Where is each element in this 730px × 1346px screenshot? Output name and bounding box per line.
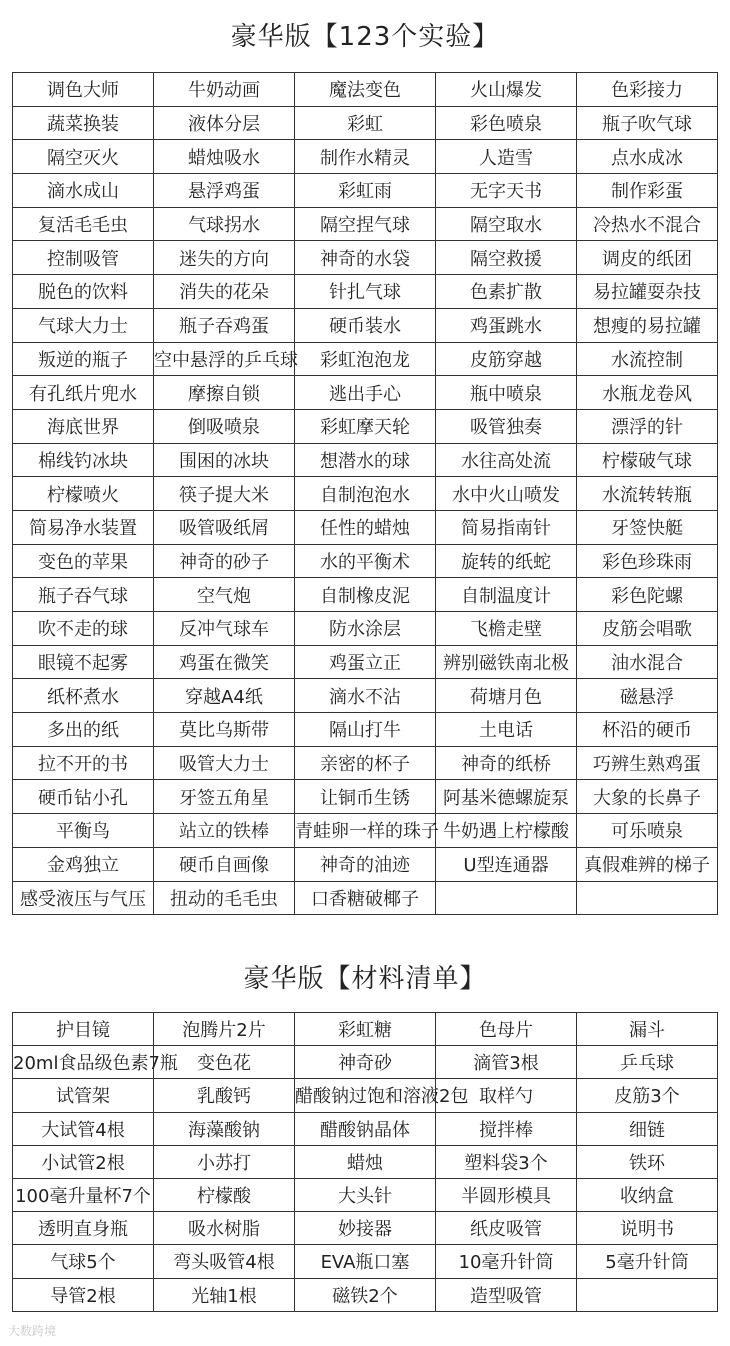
table-cell: 彩虹雨 bbox=[295, 174, 436, 208]
table-cell: 蜡烛吸水 bbox=[154, 140, 295, 174]
table-cell: U型连通器 bbox=[436, 847, 577, 881]
table-cell: 简易指南针 bbox=[436, 510, 577, 544]
table-cell: 制作彩蛋 bbox=[577, 174, 718, 208]
table-row bbox=[13, 679, 718, 713]
table-cell: 阿基米德螺旋泵 bbox=[436, 780, 577, 814]
table-row bbox=[13, 510, 718, 544]
table-cell: 飞檐走壁 bbox=[436, 612, 577, 646]
table-cell: 油水混合 bbox=[577, 645, 718, 679]
table-cell: 鸡蛋在微笑 bbox=[154, 645, 295, 679]
table-row bbox=[13, 1112, 718, 1145]
table-cell: 平衡鸟 bbox=[13, 814, 154, 848]
table-cell: 水中火山喷发 bbox=[436, 477, 577, 511]
table-row bbox=[13, 544, 718, 578]
table-cell: 造型吸管 bbox=[436, 1278, 577, 1311]
table-cell: 感受液压与气压 bbox=[13, 881, 154, 915]
table-cell: 铁环 bbox=[577, 1145, 718, 1178]
table-cell: 试管架 bbox=[13, 1079, 154, 1112]
table-cell: 大头针 bbox=[295, 1178, 436, 1211]
table-cell: 滴水成山 bbox=[13, 174, 154, 208]
table-cell: 制作水精灵 bbox=[295, 140, 436, 174]
table-row bbox=[13, 847, 718, 881]
table-cell: 皮筋会唱歌 bbox=[577, 612, 718, 646]
table-cell: 吸管吸纸屑 bbox=[154, 510, 295, 544]
table-cell: 神奇砂 bbox=[295, 1046, 436, 1079]
table-cell: 针扎气球 bbox=[295, 275, 436, 309]
table-cell: 牛奶动画 bbox=[154, 73, 295, 107]
table-cell: 20ml食品级色素7瓶 bbox=[13, 1046, 154, 1079]
table-cell: 易拉罐耍杂技 bbox=[577, 275, 718, 309]
table-cell: 自制泡泡水 bbox=[295, 477, 436, 511]
table-cell: 拉不开的书 bbox=[13, 746, 154, 780]
table-cell: 鸡蛋立正 bbox=[295, 645, 436, 679]
table-cell: 气球5个 bbox=[13, 1245, 154, 1278]
table-cell: 土电话 bbox=[436, 713, 577, 747]
table-row bbox=[13, 73, 718, 107]
table-cell: 彩虹泡泡龙 bbox=[295, 342, 436, 376]
table-row bbox=[13, 612, 718, 646]
table-cell: 漂浮的针 bbox=[577, 409, 718, 443]
table-cell: 海底世界 bbox=[13, 409, 154, 443]
table-cell: 半圆形模具 bbox=[436, 1178, 577, 1211]
table-cell: 莫比乌斯带 bbox=[154, 713, 295, 747]
table-cell: 纸杯煮水 bbox=[13, 679, 154, 713]
table-row bbox=[13, 1245, 718, 1278]
table-cell: 光轴1根 bbox=[154, 1278, 295, 1311]
table-cell: 搅拌棒 bbox=[436, 1112, 577, 1145]
table-cell: 围困的冰块 bbox=[154, 443, 295, 477]
table-row bbox=[13, 1178, 718, 1211]
table-cell: 反冲气球车 bbox=[154, 612, 295, 646]
table-row bbox=[13, 713, 718, 747]
table-cell: 泡腾片2片 bbox=[154, 1013, 295, 1046]
table-cell: 多出的纸 bbox=[13, 713, 154, 747]
table-cell: 柠檬破气球 bbox=[577, 443, 718, 477]
table-cell: 小试管2根 bbox=[13, 1145, 154, 1178]
table-cell: 乳酸钙 bbox=[154, 1079, 295, 1112]
table-cell: 水流控制 bbox=[577, 342, 718, 376]
table-cell: 吹不走的球 bbox=[13, 612, 154, 646]
experiments-title: 豪华版【123个实验】 bbox=[230, 22, 500, 52]
table-cell bbox=[577, 881, 718, 915]
table-cell: 滴水不沾 bbox=[295, 679, 436, 713]
table-cell: 想瘦的易拉罐 bbox=[577, 308, 718, 342]
table-cell: 空气炮 bbox=[154, 578, 295, 612]
table-cell: 硬币装水 bbox=[295, 308, 436, 342]
table-row bbox=[13, 1212, 718, 1245]
table-row bbox=[13, 409, 718, 443]
table-cell bbox=[577, 1278, 718, 1311]
table-cell: 色彩接力 bbox=[577, 73, 718, 107]
table-row bbox=[13, 1046, 718, 1079]
table-cell: 皮筋穿越 bbox=[436, 342, 577, 376]
table-row bbox=[13, 814, 718, 848]
table-cell: 漏斗 bbox=[577, 1013, 718, 1046]
table-cell: 简易净水装置 bbox=[13, 510, 154, 544]
table-cell: 隔山打牛 bbox=[295, 713, 436, 747]
table-row bbox=[13, 342, 718, 376]
table-cell: 逃出手心 bbox=[295, 376, 436, 410]
table-cell: 彩虹 bbox=[295, 106, 436, 140]
table-cell: 瓶子吞气球 bbox=[13, 578, 154, 612]
table-cell: 站立的铁棒 bbox=[154, 814, 295, 848]
table-cell: 冷热水不混合 bbox=[577, 207, 718, 241]
table-cell: 荷塘月色 bbox=[436, 679, 577, 713]
table-cell: 自制橡皮泥 bbox=[295, 578, 436, 612]
table-cell: 小苏打 bbox=[154, 1145, 295, 1178]
table-cell: 瓶中喷泉 bbox=[436, 376, 577, 410]
table-cell: 彩色珍珠雨 bbox=[577, 544, 718, 578]
table-cell: 水瓶龙卷风 bbox=[577, 376, 718, 410]
materials-table bbox=[12, 1012, 718, 1312]
table-row bbox=[13, 1278, 718, 1311]
table-cell: 亲密的杯子 bbox=[295, 746, 436, 780]
table-cell: 火山爆发 bbox=[436, 73, 577, 107]
table-cell: 有孔纸片兜水 bbox=[13, 376, 154, 410]
table-row bbox=[13, 578, 718, 612]
table-cell: 柠檬喷火 bbox=[13, 477, 154, 511]
table-cell: 自制温度计 bbox=[436, 578, 577, 612]
table-row bbox=[13, 106, 718, 140]
table-cell: 导管2根 bbox=[13, 1278, 154, 1311]
table-cell: 细链 bbox=[577, 1112, 718, 1145]
table-cell: 口香糖破椰子 bbox=[295, 881, 436, 915]
table-cell: 穿越A4纸 bbox=[154, 679, 295, 713]
table-row bbox=[13, 746, 718, 780]
table-cell: 蔬菜换装 bbox=[13, 106, 154, 140]
table-cell: 硬币自画像 bbox=[154, 847, 295, 881]
table-row bbox=[13, 275, 718, 309]
table-cell: 彩虹糖 bbox=[295, 1013, 436, 1046]
table-cell: 扭动的毛毛虫 bbox=[154, 881, 295, 915]
watermark-text: 大数跨境 bbox=[8, 1324, 57, 1338]
table-cell: 任性的蜡烛 bbox=[295, 510, 436, 544]
table-cell: 隔空救援 bbox=[436, 241, 577, 275]
table-cell: 10毫升针筒 bbox=[436, 1245, 577, 1278]
table-cell: 滴管3根 bbox=[436, 1046, 577, 1079]
table-cell: 倒吸喷泉 bbox=[154, 409, 295, 443]
table-cell: 青蛙卵一样的珠子 bbox=[295, 814, 436, 848]
table-cell: 神奇的水袋 bbox=[295, 241, 436, 275]
table-cell: 护目镜 bbox=[13, 1013, 154, 1046]
table-cell: 辨别磁铁南北极 bbox=[436, 645, 577, 679]
table-cell: 妙接器 bbox=[295, 1212, 436, 1245]
table-cell: 吸管大力士 bbox=[154, 746, 295, 780]
table-row bbox=[13, 1013, 718, 1046]
table-cell: 大象的长鼻子 bbox=[577, 780, 718, 814]
table-cell bbox=[436, 881, 577, 915]
table-cell: 眼镜不起雾 bbox=[13, 645, 154, 679]
table-cell: 水的平衡术 bbox=[295, 544, 436, 578]
table-cell: 彩虹摩天轮 bbox=[295, 409, 436, 443]
table-cell: 人造雪 bbox=[436, 140, 577, 174]
table-cell: 可乐喷泉 bbox=[577, 814, 718, 848]
table-cell: 神奇的油迹 bbox=[295, 847, 436, 881]
table-cell: 透明直身瓶 bbox=[13, 1212, 154, 1245]
table-cell: 让铜币生锈 bbox=[295, 780, 436, 814]
table-cell: 神奇的砂子 bbox=[154, 544, 295, 578]
table-cell: 硬币钻小孔 bbox=[13, 780, 154, 814]
table-cell: 100毫升量杯7个 bbox=[13, 1178, 154, 1211]
table-cell: 蜡烛 bbox=[295, 1145, 436, 1178]
table-row bbox=[13, 174, 718, 208]
table-cell: 摩擦自锁 bbox=[154, 376, 295, 410]
table-cell: 色素扩散 bbox=[436, 275, 577, 309]
table-cell: 弯头吸管4根 bbox=[154, 1245, 295, 1278]
table-cell: 控制吸管 bbox=[13, 241, 154, 275]
table-cell: 水流转转瓶 bbox=[577, 477, 718, 511]
table-cell: 筷子提大米 bbox=[154, 477, 295, 511]
table-cell: 磁铁2个 bbox=[295, 1278, 436, 1311]
table-cell: 隔空取水 bbox=[436, 207, 577, 241]
table-row bbox=[13, 140, 718, 174]
table-cell: 隔空捏气球 bbox=[295, 207, 436, 241]
table-cell: 无字天书 bbox=[436, 174, 577, 208]
table-cell: 杯沿的硬币 bbox=[577, 713, 718, 747]
table-cell: 变色的苹果 bbox=[13, 544, 154, 578]
table-cell: 说明书 bbox=[577, 1212, 718, 1245]
table-cell: 空中悬浮的乒乓球 bbox=[154, 342, 295, 376]
table-cell: 取样勺 bbox=[436, 1079, 577, 1112]
table-row bbox=[13, 477, 718, 511]
table-cell: 脱色的饮料 bbox=[13, 275, 154, 309]
table-row bbox=[13, 207, 718, 241]
table-cell: 变色花 bbox=[154, 1046, 295, 1079]
table-row bbox=[13, 241, 718, 275]
table-cell: 防水涂层 bbox=[295, 612, 436, 646]
table-row bbox=[13, 1079, 718, 1112]
table-cell: 5毫升针筒 bbox=[577, 1245, 718, 1278]
table-cell: 迷失的方向 bbox=[154, 241, 295, 275]
table-cell: 神奇的纸桥 bbox=[436, 746, 577, 780]
table-cell: 纸皮吸管 bbox=[436, 1212, 577, 1245]
table-cell: 消失的花朵 bbox=[154, 275, 295, 309]
table-cell: EVA瓶口塞 bbox=[295, 1245, 436, 1278]
table-cell: 磁悬浮 bbox=[577, 679, 718, 713]
table-row bbox=[13, 376, 718, 410]
table-cell: 牙签快艇 bbox=[577, 510, 718, 544]
table-cell: 旋转的纸蛇 bbox=[436, 544, 577, 578]
table-row bbox=[13, 1145, 718, 1178]
table-cell: 金鸡独立 bbox=[13, 847, 154, 881]
experiments-table bbox=[12, 72, 718, 915]
table-cell: 大试管4根 bbox=[13, 1112, 154, 1145]
table-cell: 棉线钓冰块 bbox=[13, 443, 154, 477]
table-cell: 叛逆的瓶子 bbox=[13, 342, 154, 376]
materials-title: 豪华版【材料清单】 bbox=[243, 964, 487, 994]
table-cell: 牙签五角星 bbox=[154, 780, 295, 814]
table-cell: 调色大师 bbox=[13, 73, 154, 107]
table-cell: 柠檬酸 bbox=[154, 1178, 295, 1211]
table-cell: 彩色陀螺 bbox=[577, 578, 718, 612]
table-cell: 复活毛毛虫 bbox=[13, 207, 154, 241]
table-cell: 醋酸钠晶体 bbox=[295, 1112, 436, 1145]
table-cell: 塑料袋3个 bbox=[436, 1145, 577, 1178]
table-cell: 点水成冰 bbox=[577, 140, 718, 174]
table-cell: 隔空灭火 bbox=[13, 140, 154, 174]
table-cell: 牛奶遇上柠檬酸 bbox=[436, 814, 577, 848]
table-cell: 气球拐水 bbox=[154, 207, 295, 241]
table-cell: 彩色喷泉 bbox=[436, 106, 577, 140]
table-row bbox=[13, 780, 718, 814]
table-cell: 魔法变色 bbox=[295, 73, 436, 107]
table-cell: 真假难辨的梯子 bbox=[577, 847, 718, 881]
table-cell: 水往高处流 bbox=[436, 443, 577, 477]
table-cell: 乒乓球 bbox=[577, 1046, 718, 1079]
table-cell: 海藻酸钠 bbox=[154, 1112, 295, 1145]
table-cell: 收纳盒 bbox=[577, 1178, 718, 1211]
table-cell: 色母片 bbox=[436, 1013, 577, 1046]
table-cell: 液体分层 bbox=[154, 106, 295, 140]
table-cell: 瓶子吞鸡蛋 bbox=[154, 308, 295, 342]
table-cell: 鸡蛋跳水 bbox=[436, 308, 577, 342]
table-cell: 瓶子吹气球 bbox=[577, 106, 718, 140]
table-cell: 巧辨生熟鸡蛋 bbox=[577, 746, 718, 780]
table-cell: 调皮的纸团 bbox=[577, 241, 718, 275]
table-row bbox=[13, 881, 718, 915]
table-cell: 悬浮鸡蛋 bbox=[154, 174, 295, 208]
table-row bbox=[13, 308, 718, 342]
table-cell: 吸管独奏 bbox=[436, 409, 577, 443]
table-cell: 气球大力士 bbox=[13, 308, 154, 342]
table-cell: 吸水树脂 bbox=[154, 1212, 295, 1245]
table-row bbox=[13, 443, 718, 477]
table-cell: 皮筋3个 bbox=[577, 1079, 718, 1112]
table-cell: 想潜水的球 bbox=[295, 443, 436, 477]
table-cell: 醋酸钠过饱和溶液2包 bbox=[295, 1079, 436, 1112]
table-row bbox=[13, 645, 718, 679]
